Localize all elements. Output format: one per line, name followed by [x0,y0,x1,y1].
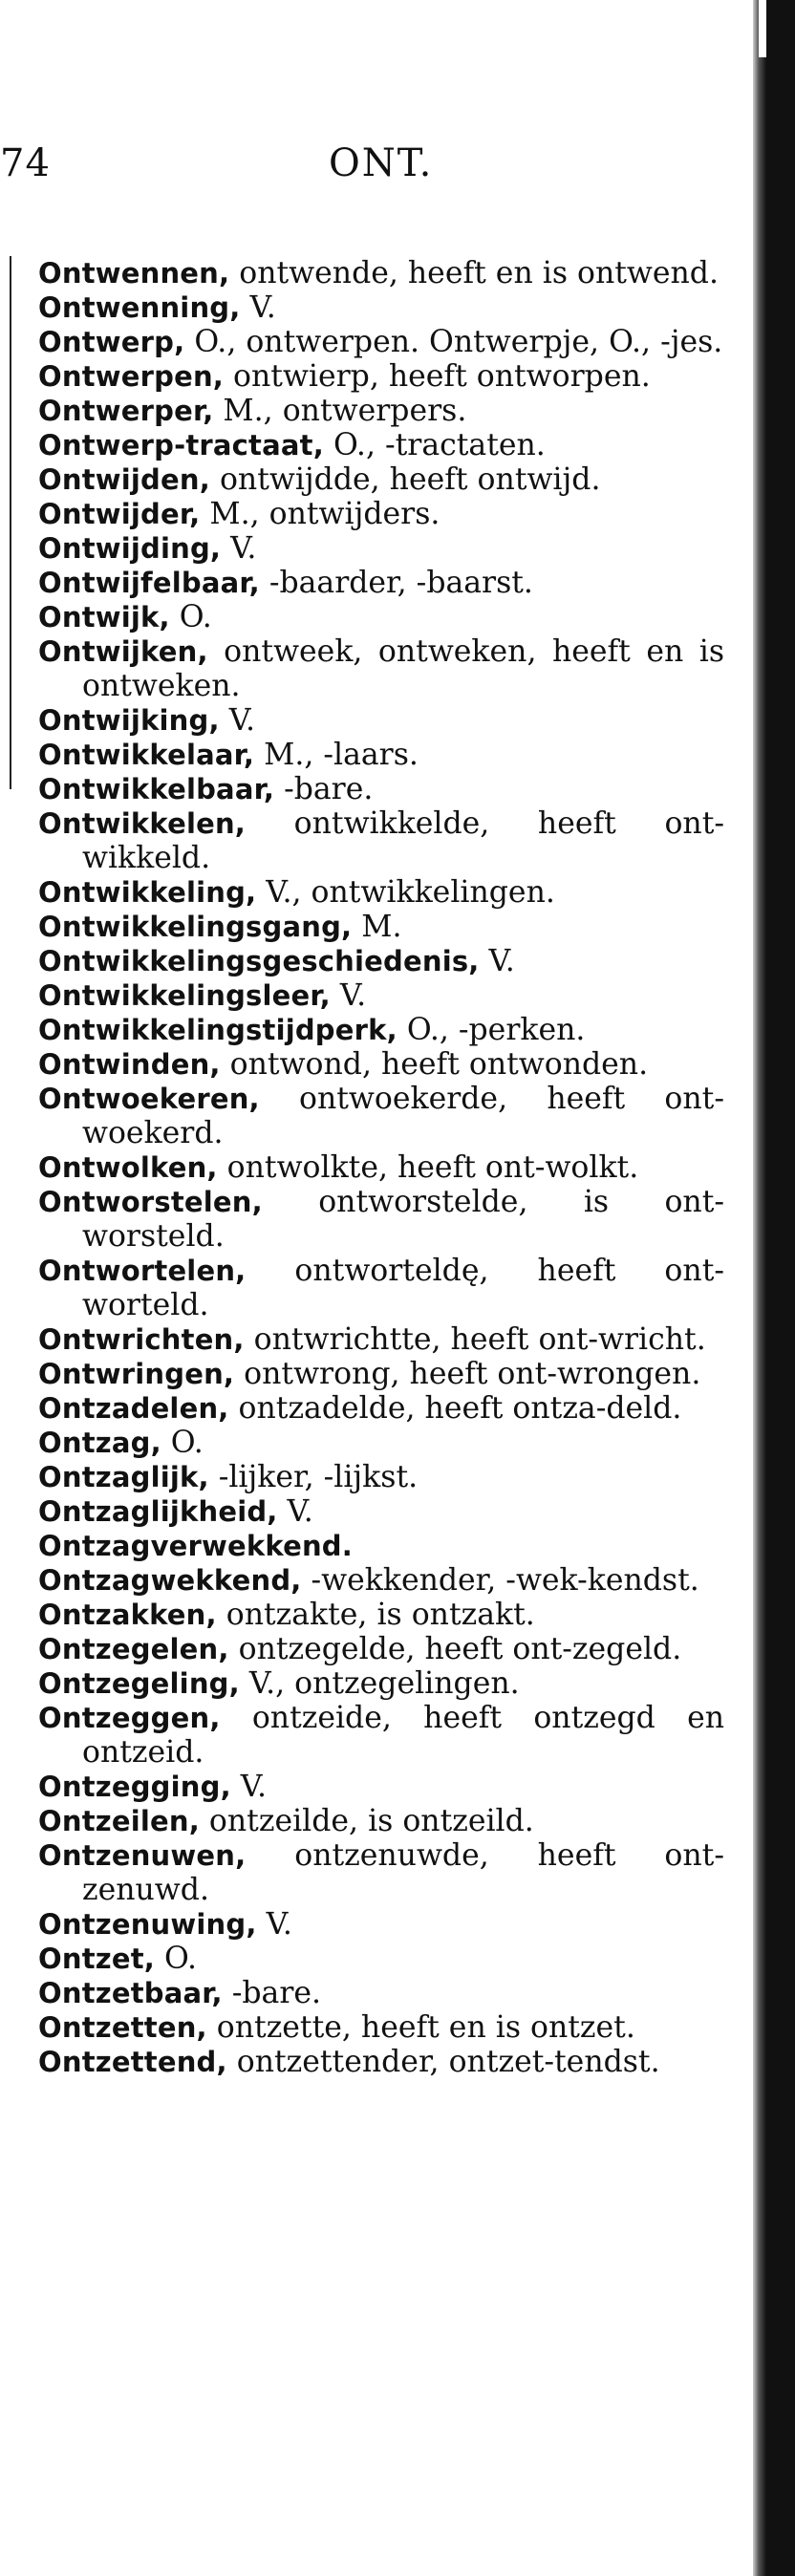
dictionary-entry [38,1976,724,2010]
dictionary-entry [38,1529,724,1563]
entry-headword: Ontzetbaar, [38,1977,223,2009]
entry-headword: Ontwikkelingsgang, [38,911,353,943]
entry-headword: Ontwerp, [38,326,185,358]
dictionary-entry [38,428,724,462]
dictionary-entry [38,256,724,290]
dictionary-entry [38,1770,724,1804]
entry-definition: V., ontzegelingen. [239,1666,520,1701]
dictionary-entries [38,256,724,2079]
entry-headword: Ontzagverwekkend. [38,1530,353,1562]
entry-definition: ontwolkte, heeft ont-wolkt. [217,1150,639,1185]
entry-definition: ontweek, ontweken, heeft en is ontweken. [82,634,724,703]
entry-definition: V. [221,531,257,566]
entry-headword: Ontwijder, [38,498,201,530]
entry-headword: Ontzettend, [38,2046,227,2078]
entry-definition: V. [240,290,276,325]
entry-definition: ontwijdde, heeft ontwijd. [209,462,601,497]
dictionary-entry [38,566,724,600]
entry-definition: V. [256,1907,292,1942]
entry-definition: -baarder, -baarst. [259,566,533,600]
entry-definition: V. [479,944,515,978]
entry-headword: Ontwoekeren, [38,1083,260,1115]
entry-headword: Ontzaglijkheid, [38,1495,278,1528]
entry-definition: ontwrichtte, heeft ont-wricht. [244,1322,706,1357]
dictionary-entry [38,1632,724,1666]
page-edge-notch [759,0,766,57]
dictionary-entry [38,1254,724,1322]
entry-headword: Ontwikkelingsleer, [38,979,331,1012]
entry-headword: Ontwenning, [38,291,241,324]
entry-headword: Ontwikkelaar, [38,739,255,771]
dictionary-entry [38,1838,724,1907]
dictionary-entry [38,634,724,703]
dictionary-entry [38,325,724,359]
dictionary-entry [38,394,724,428]
entry-headword: Ontzakken, [38,1599,217,1631]
entry-headword: Ontzenuwen, [38,1839,247,1872]
dictionary-entry [38,910,724,944]
entry-headword: Ontzadelen, [38,1392,229,1425]
entry-definition: O., -tractaten. [323,428,546,462]
entry-definition: -bare. [274,772,374,806]
entry-definition: V. [219,703,255,738]
dictionary-entry [38,875,724,910]
dictionary-entry [38,2045,724,2079]
entry-headword: Ontwortelen, [38,1255,247,1287]
entry-headword: Ontwolken, [38,1151,218,1184]
dictionary-entry [38,1322,724,1357]
dictionary-entry [38,1426,724,1460]
dictionary-entry [38,944,724,978]
dictionary-entry [38,1666,724,1701]
entry-definition: M. [352,910,402,944]
dictionary-entry [38,1701,724,1770]
entry-definition: ontworteldę, heeft ont-worteld. [82,1254,724,1322]
entry-headword: Ontzegging, [38,1771,231,1803]
entry-headword: Ontzag, [38,1427,161,1459]
entry-definition: V. [277,1494,313,1529]
entry-headword: Ontwijfelbaar, [38,567,260,599]
entry-definition: M., ontwijders. [200,497,440,531]
entry-headword: Ontwikkelingstijdperk, [38,1014,398,1046]
left-margin-rule [10,256,11,789]
entry-definition: ontzenuwde, heeft ont-zenuwd. [82,1838,724,1907]
dictionary-entry [38,1598,724,1632]
entry-definition: ontzakte, is ontzakt. [216,1598,535,1632]
entry-headword: Ontwringen, [38,1358,235,1390]
entry-definition: ontzadelde, heeft ontza-deld. [228,1391,682,1426]
entry-headword: Ontzeilen, [38,1805,200,1837]
entry-headword: Ontzet, [38,1943,155,1975]
entry-headword: Ontwerpen, [38,360,225,393]
dictionary-entry [38,359,724,394]
dictionary-entry [38,1942,724,1976]
page-number: 74 [0,141,51,185]
entry-definition: O., -perken. [397,1013,586,1047]
dictionary-entry [38,1150,724,1185]
entry-definition: O. [169,600,212,634]
dictionary-entry [38,2010,724,2045]
entry-headword: Ontwrichten, [38,1323,245,1356]
entry-definition: M., ontwerpers. [213,394,467,428]
entry-definition: -wekkender, -wek-kendst. [301,1563,699,1598]
entry-definition: O. [155,1942,198,1976]
dictionary-entry [38,1013,724,1047]
entry-headword: Ontwijden, [38,463,210,496]
dictionary-entry [38,1907,724,1942]
dictionary-entry [38,1563,724,1598]
entry-headword: Ontwerper, [38,395,214,427]
dictionary-entry [38,290,724,325]
entry-headword: Ontwikkelbaar, [38,773,275,805]
entry-headword: Ontwikkelingsgeschiedenis, [38,945,480,977]
entry-headword: Ontzegelen, [38,1633,229,1665]
entry-definition: ontwond, heeft ontwonden. [220,1047,649,1082]
entry-definition: ontwikkelde, heeft ont-wikkeld. [82,806,724,875]
dictionary-entry [38,1391,724,1426]
dictionary-entry [38,1494,724,1529]
entry-definition: ontwrong, heeft ont-wrongen. [234,1357,701,1391]
dictionary-entry [38,703,724,738]
dictionary-entry [38,738,724,772]
entry-definition: ontwende, heeft en is ontwend. [229,256,719,290]
entry-headword: Ontwerp-tractaat, [38,429,324,462]
entry-definition: O., ontwerpen. Ontwerpje, O., -jes. [184,325,723,359]
entry-definition: ontzeilde, is ontzeild. [199,1804,534,1838]
entry-headword: Ontwinden, [38,1048,221,1081]
dictionary-entry [38,1082,724,1150]
entry-headword: Ontwijking, [38,704,220,737]
entry-headword: Ontzetten, [38,2011,207,2044]
entry-headword: Ontwijken, [38,635,208,668]
entry-definition: ontzettender, ontzet-tendst. [226,2045,660,2079]
running-head: ONT. [329,141,434,185]
entry-definition: V., ontwikkelingen. [256,875,555,910]
dictionary-entry [38,1185,724,1254]
entry-headword: Ontwennen, [38,257,230,290]
entry-definition: -bare. [222,1976,322,2010]
dictionary-entry [38,1460,724,1494]
dictionary-entry [38,1047,724,1082]
entry-definition: V. [230,1770,268,1804]
dictionary-entry [38,462,724,497]
dictionary-entry [38,1804,724,1838]
entry-definition: -lijker, -lijkst. [208,1460,419,1494]
entry-headword: Ontwijding, [38,532,222,565]
entry-headword: Ontzeggen, [38,1702,221,1734]
dictionary-entry [38,497,724,531]
entry-headword: Ontwijk, [38,601,170,633]
entry-headword: Ontzaglijk, [38,1461,209,1493]
entry-definition: V. [330,978,367,1013]
entry-headword: Ontzenuwing, [38,1908,257,1941]
entry-definition: ontzeide, heeft ontzegd en ontzeid. [82,1701,724,1770]
entry-headword: Ontworstelen, [38,1186,263,1218]
page-edge-shadow [753,0,795,2576]
entry-headword: Ontzagwekkend, [38,1564,302,1597]
dictionary-entry [38,978,724,1013]
entry-definition: ontwierp, heeft ontworpen. [224,359,651,394]
entry-headword: Ontwikkeling, [38,876,257,909]
entry-definition: O. [161,1426,204,1460]
entry-headword: Ontwikkelen, [38,807,247,840]
entry-definition: ontworstelde, is ont-worsteld. [82,1185,724,1254]
entry-definition: ontwoekerde, heeft ont-woekerd. [82,1082,724,1150]
dictionary-entry [38,806,724,875]
dictionary-entry [38,600,724,634]
entry-definition: ontzegelde, heeft ont-zegeld. [228,1632,682,1666]
entry-definition: M., -laars. [254,738,419,772]
entry-headword: Ontzegeling, [38,1667,240,1700]
dictionary-entry [38,531,724,566]
dictionary-entry [38,1357,724,1391]
entry-definition: ontzette, heeft en is ontzet. [206,2010,635,2045]
dictionary-entry [38,772,724,806]
